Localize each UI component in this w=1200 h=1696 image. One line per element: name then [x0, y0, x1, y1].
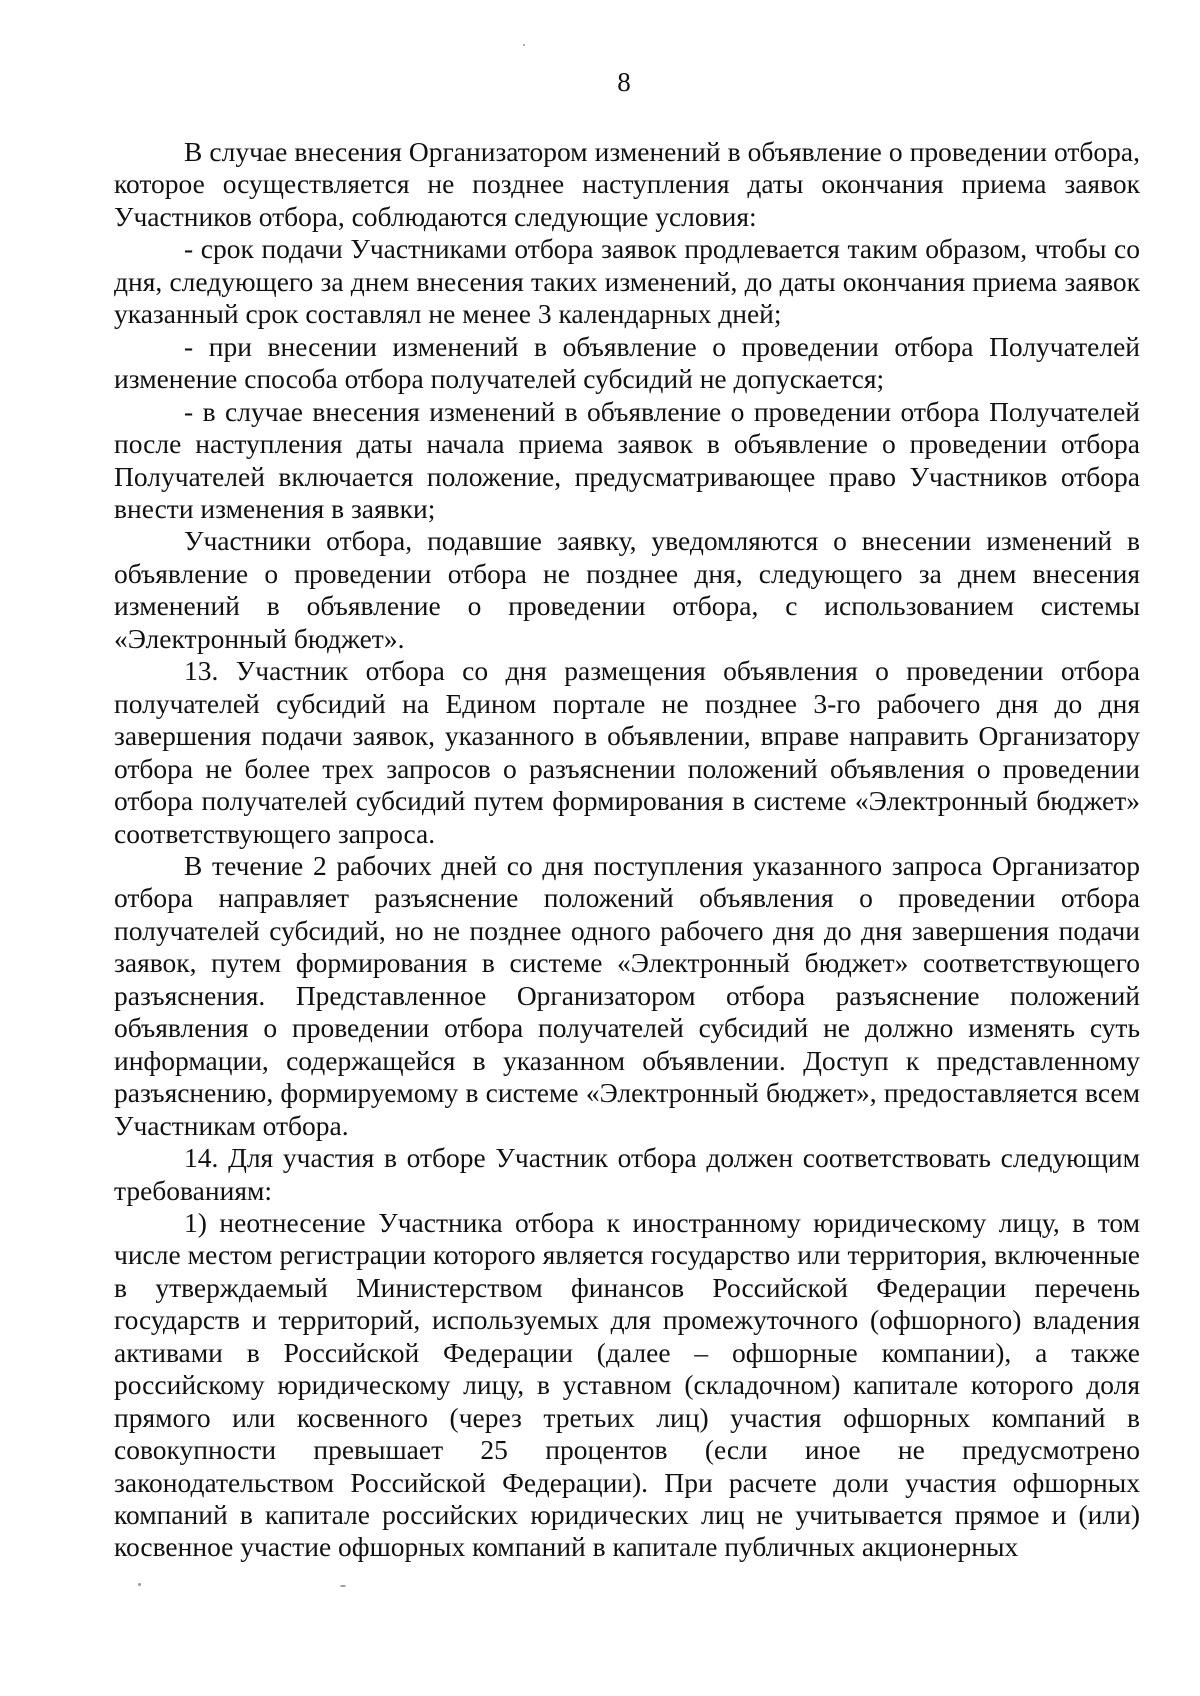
scan-speck — [138, 1583, 141, 1586]
paragraph-application-changes-right: - в случае внесения изменений в объявление о проведении отбора Получателей после наступления даты начала приема заявок в объявление о проведении отбора Получателей включается положение, предусматривающее право Участников отбора внести изменения в заявки; — [114, 395, 1140, 524]
paragraph-amendment-conditions: В случае внесения Организатором изменений в объявление о проведении отбора, которое осуществляется не позднее наступления даты окончания приема заявок Участников отбора, соблюдаются следующие условия: — [114, 136, 1140, 232]
document-body — [114, 136, 1140, 1564]
paragraph-participants-notification: Участники отбора, подавшие заявку, уведомляются о внесении изменений в объявление о проведении отбора не позднее дня, следующего за днем внесения изменений в объявление о проведении отбора, с использованием системы «Электронный бюджет». — [114, 525, 1140, 654]
paragraph-item-14: 14. Для участия в отборе Участник отбора должен соответствовать следующим требованиям: — [114, 1142, 1140, 1206]
scan-speck — [523, 44, 525, 46]
page-number: 8 — [617, 67, 631, 97]
paragraph-method-change-prohibited: - при внесении изменений в объявление о проведении отбора Получателей изменение способа отбора получателей субсидий не допускается; — [114, 330, 1140, 395]
paragraph-clarification: В течение 2 рабочих дней со дня поступления указанного запроса Организатор отбора направляет разъяснение положений объявления о проведении отбора получателей субсидий, но не позднее одного рабочего дня до дня завершения подачи заявок, путем формирования в системе «Электронный бюджет» соответствующего разъяснения. Представленное Организатором отбора разъяснение положений объявления о проведении отбора получателей субсидий не должно изменять суть информации, содержащейся в указанном объявлении. Доступ к представленному разъяснению, формируемому в системе «Электронный бюджет», предоставляется всем Участникам отбора. — [114, 849, 1140, 1141]
paragraph-requirement-1: 1) неотнесение Участника отбора к иностранному юридическому лицу, в том числе местом регистрации которого является государство или территория, включенные в утверждаемый Министерством финансов Российской Федерации перечень государств и территорий, используемых для промежуточного (офшорного) владения активами в Российской Федерации (далее – офшорные компании), а также российскому юридическому лицу, в уставном (складочном) капитале которого доля прямого или косвенного (через третьих лиц) участия офшорных компаний в совокупности превышает 25 процентов (если иное не предусмотрено законодательством Российской Федерации). При расчете доли участия офшорных компаний в капитале российских юридических лиц не учитывается прямое и (или) косвенное участие офшорных компаний в капитале публичных акционерных — [114, 1206, 1140, 1563]
scan-speck — [340, 1585, 346, 1587]
paragraph-deadline-extension: - срок подачи Участниками отбора заявок продлевается таким образом, чтобы со дня, следующего за днем внесения таких изменений, до даты окончания приема заявок указанный срок составлял не менее 3 календарных дней; — [114, 233, 1140, 330]
paragraph-item-13: 13. Участник отбора со дня размещения объявления о проведении отбора получателей субсидий на Едином портале не позднее 3-го рабочего дня до дня завершения подачи заявок, указанного в объявлении, вправе направить Организатору отбора не более трех запросов о разъяснении положений объявления о проведении отбора получателей субсидий путем формирования в системе «Электронный бюджет» соответствующего запроса. — [114, 655, 1140, 849]
